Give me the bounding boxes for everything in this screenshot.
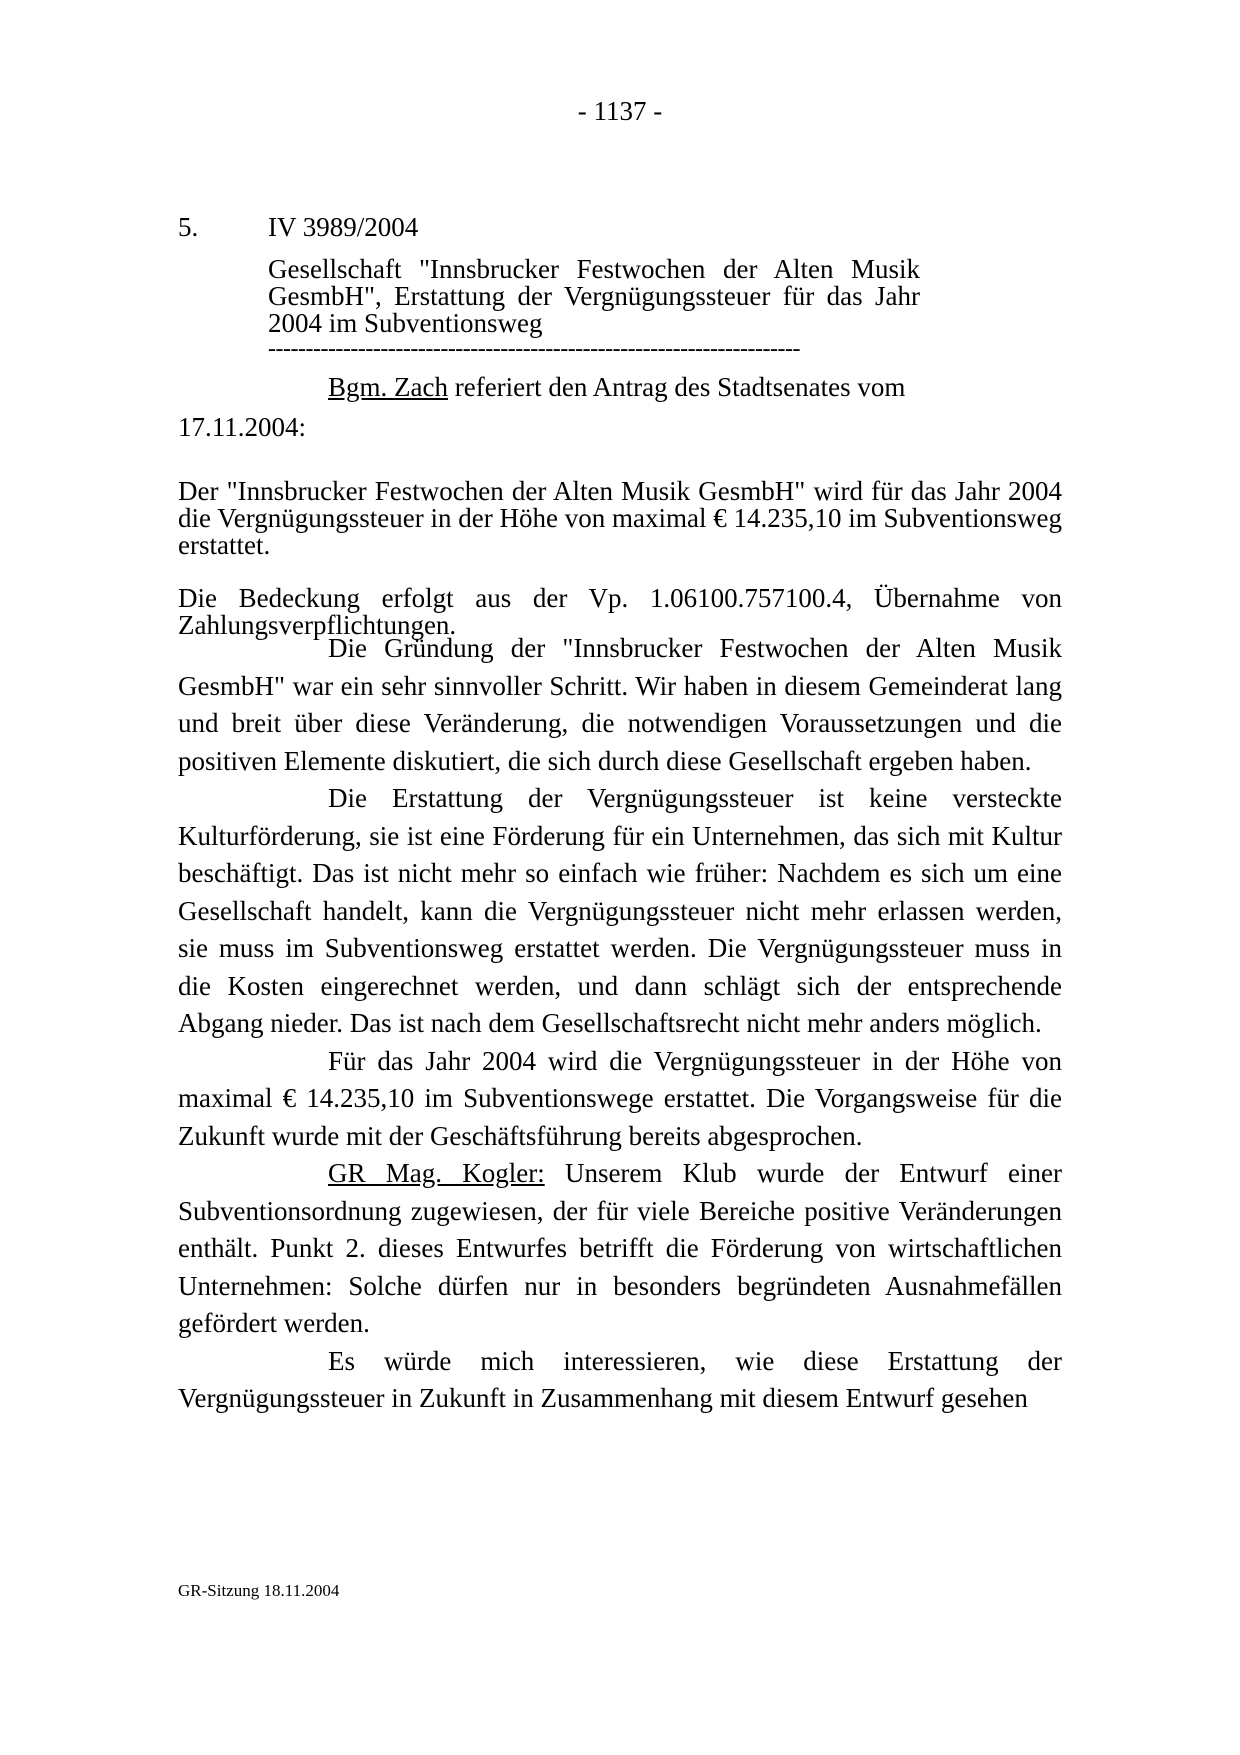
intro-speaker: Bgm. Zach — [328, 372, 448, 402]
speech-paragraph-2: Die Erstattung der Vergnügungssteuer ist keine versteckte Kulturförderung, sie ist eine Förderung für ein Unternehmen, das sich mit Kultur beschäftigt. Das ist nicht mehr so einfach wie früher: Nachdem es sich um eine Gesellschaft handelt, kann die Vergnügungssteuer nicht mehr erlassen werden, sie muss im Subventionsweg erstattet werden. Die Vergnügungssteuer muss in die Kosten eingerechnet werden, und dann schlägt sich der entsprechende Abgang nieder. Das ist nach dem Gesellschaftsrecht nicht mehr anders möglich. — [178, 783, 1062, 1038]
agenda-item-title: Gesellschaft "Innsbrucker Festwochen der Alten Musik GesmbH", Erstattung der Vergnügungssteuer für das Jahr 2004 im Subventionsweg — [268, 254, 920, 338]
dashed-separator: ----------------------------------------------------------------------- — [268, 338, 800, 360]
intro-text: referiert den Antrag des Stadtsenates vom — [447, 372, 906, 402]
motion-paragraph-2: Die Bedeckung erfolgt aus der Vp. 1.06100.757100.4, Übernahme von Zahlungsverpflichtungen. — [178, 583, 1062, 640]
speech-speaker: GR Mag. Kogler: — [328, 1158, 545, 1188]
motion-paragraph-1: Der "Innsbrucker Festwochen der Alten Musik GesmbH" wird für das Jahr 2004 die Vergnügungssteuer in der Höhe von maximal € 14.235,10 im Subventionsweg erstattet. — [178, 476, 1062, 560]
agenda-item-code: IV 3989/2004 — [268, 212, 419, 242]
speech-paragraph-1: Die Gründung der "Innsbrucker Festwochen der Alten Musik GesmbH" war ein sehr sinnvoller Schritt. Wir haben in diesem Gemeinderat lang und breit über diese Veränderung, die notwendigen Voraussetzungen und die positiven Elemente diskutiert, die sich durch diese Gesellschaft ergeben haben. — [178, 633, 1062, 776]
agenda-item-number: 5. — [178, 212, 199, 242]
speech-paragraph-4 — [178, 1155, 1062, 1343]
speech-paragraph-3: Für das Jahr 2004 wird die Vergnügungssteuer in der Höhe von maximal € 14.235,10 im Subventionswege erstattet. Die Vorgangsweise für die Zukunft wurde mit der Geschäftsführung bereits abgesprochen. — [178, 1045, 1062, 1151]
speech-paragraph-5: Es würde mich interessieren, wie diese Erstattung der Vergnügungssteuer in Zukunft in Zusammenhang mit diesem Entwurf gesehen — [178, 1345, 1062, 1413]
intro-date: 17.11.2004: — [178, 412, 306, 442]
page-number: - 1137 - — [577, 96, 663, 126]
speech-block — [178, 630, 1062, 1418]
footer-session-date: GR-Sitzung 18.11.2004 — [178, 1581, 340, 1600]
intro-line — [328, 372, 905, 403]
speech-paragraph-4-text: Unserem Klub wurde der Entwurf einer Subventionsordnung zugewiesen, der für viele Bereiche positive Veränderungen enthält. Punkt 2. dieses Entwurfes betrifft die Förderung von wirtschaftlichen Unternehmen: Solche dürfen nur in besonders begründeten Ausnahmefällen gefördert werden. — [178, 1158, 1062, 1338]
